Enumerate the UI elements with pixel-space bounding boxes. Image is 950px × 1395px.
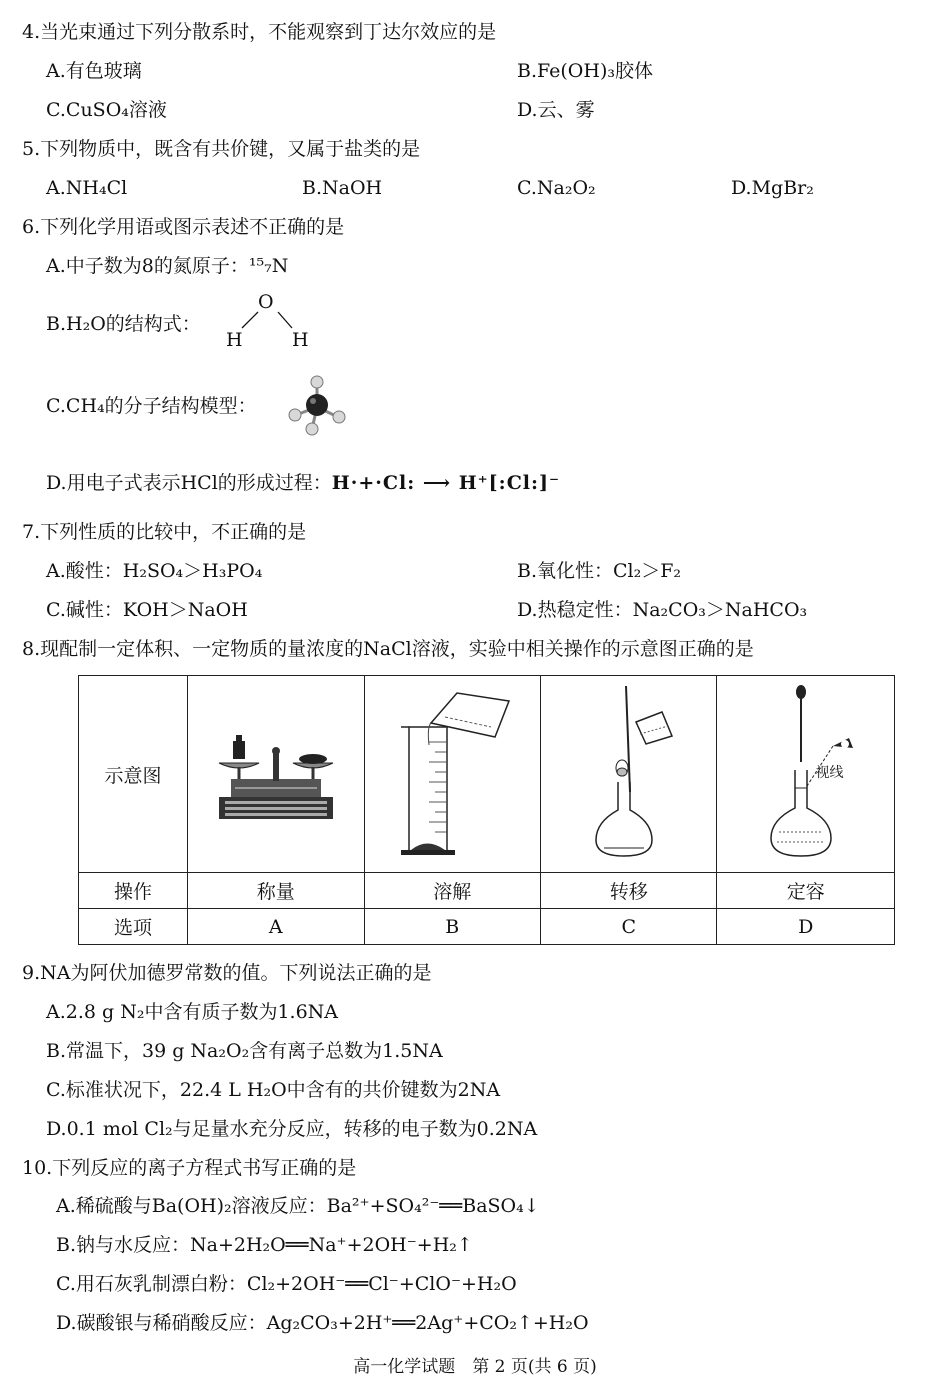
q6-option-d-text: D.用电子式表示HCl的形成过程： xyxy=(46,472,332,494)
q7-option-c: C.碱性：KOH＞NaOH xyxy=(46,599,248,621)
q9-option-d: D.0.1 mol Cl₂与足量水充分反应，转移的电子数为0.2NA xyxy=(46,1118,538,1140)
q6-option-b: B.H₂O的结构式： xyxy=(46,313,201,335)
q10-option-c: C.用石灰乳制漂白粉：Cl₂+2OH⁻══Cl⁻+ClO⁻+H₂O xyxy=(56,1273,517,1295)
balance-icon xyxy=(211,717,341,827)
q4-option-c: C.CuSO₄溶液 xyxy=(46,99,167,121)
balance-diagram xyxy=(188,676,364,873)
table-header-option: 选项 xyxy=(79,909,188,945)
water-oxygen-label: O xyxy=(258,291,274,313)
q6-option-c: C.CH₄的分子结构模型： xyxy=(46,395,257,417)
q6-stem: 6.下列化学用语或图示表述不正确的是 xyxy=(22,216,345,238)
page-footer: 高一化学试题 第 2 页(共 6 页) xyxy=(353,1357,597,1377)
q9-stem: 9.NA为阿伏加德罗常数的值。下列说法正确的是 xyxy=(22,962,432,984)
q5-option-b: B.NaOH xyxy=(302,177,383,199)
q9-option-a: A.2.8 g N₂中含有质子数为1.6NA xyxy=(46,1001,339,1023)
sightline-label: 视线 xyxy=(815,765,844,781)
table-header-operation: 操作 xyxy=(79,873,188,909)
op-weigh: 称量 xyxy=(188,873,364,909)
q7-stem: 7.下列性质的比较中，不正确的是 xyxy=(22,521,307,543)
option-b: B xyxy=(364,909,540,945)
q7-option-a: A.酸性：H₂SO₄＞H₃PO₄ xyxy=(46,560,263,582)
q7-option-b: B.氧化性：Cl₂＞F₂ xyxy=(517,560,682,582)
option-a: A xyxy=(188,909,364,945)
op-dissolve: 溶解 xyxy=(364,873,540,909)
q10-option-d: D.碳酸银与稀硝酸反应：Ag₂CO₃+2H⁺══2Ag⁺+CO₂↑+H₂O xyxy=(56,1312,589,1334)
q9-option-c: C.标准状况下，22.4 L H₂O中含有的共价键数为2NA xyxy=(46,1079,501,1101)
q4-stem: 4.当光束通过下列分散系时，不能观察到丁达尔效应的是 xyxy=(22,21,497,43)
q7-option-d: D.热稳定性：Na₂CO₃＞NaHCO₃ xyxy=(517,599,808,621)
constant-volume-diagram xyxy=(717,676,895,873)
q6-option-a: A.中子数为8的氮原子：¹⁵₇N xyxy=(46,255,289,277)
water-hydrogen-left: H xyxy=(226,329,243,351)
q5-option-c: C.Na₂O₂ xyxy=(517,177,596,199)
table-header-image: 示意图 xyxy=(79,676,188,873)
graduated-cylinder-icon xyxy=(387,687,517,857)
q10-option-b: B.钠与水反应：Na+2H₂O══Na⁺+2OH⁻+H₂↑ xyxy=(56,1234,473,1256)
op-transfer: 转移 xyxy=(540,873,716,909)
transfer-diagram xyxy=(540,676,716,873)
methane-ball-model xyxy=(286,373,348,437)
q4-option-a: A.有色玻璃 xyxy=(46,60,142,82)
water-hydrogen-right: H xyxy=(292,329,309,351)
q8-stem: 8.现配制一定体积、一定物质的量浓度的NaCl溶液，实验中相关操作的示意图正确的是 xyxy=(22,638,754,660)
experiment-table xyxy=(78,675,895,945)
q4-option-b: B.Fe(OH)₃胶体 xyxy=(517,60,653,82)
q10-stem: 10.下列反应的离子方程式书写正确的是 xyxy=(22,1157,357,1179)
hcl-electron-formula: H·+·Cl: ⟶ H⁺[:Cl:]⁻ xyxy=(331,472,561,494)
water-structural-formula xyxy=(220,290,320,352)
q9-option-b: B.常温下，39 g Na₂O₂含有离子总数为1.5NA xyxy=(46,1040,443,1062)
q6-option-d xyxy=(46,471,560,495)
op-constant-volume: 定容 xyxy=(717,873,895,909)
dropper-flask-icon xyxy=(741,682,871,862)
q5-stem: 5.下列物质中，既含有共价键，又属于盐类的是 xyxy=(22,138,421,160)
q5-option-d: D.MgBr₂ xyxy=(731,177,814,199)
option-d: D xyxy=(717,909,895,945)
q4-option-d: D.云、雾 xyxy=(517,99,595,121)
option-c: C xyxy=(540,909,716,945)
cylinder-diagram xyxy=(364,676,540,873)
q5-option-a: A.NH₄Cl xyxy=(46,177,128,199)
q10-option-a: A.稀硫酸与Ba(OH)₂溶液反应：Ba²⁺+SO₄²⁻══BaSO₄↓ xyxy=(56,1195,540,1217)
volumetric-flask-transfer-icon xyxy=(564,682,694,862)
